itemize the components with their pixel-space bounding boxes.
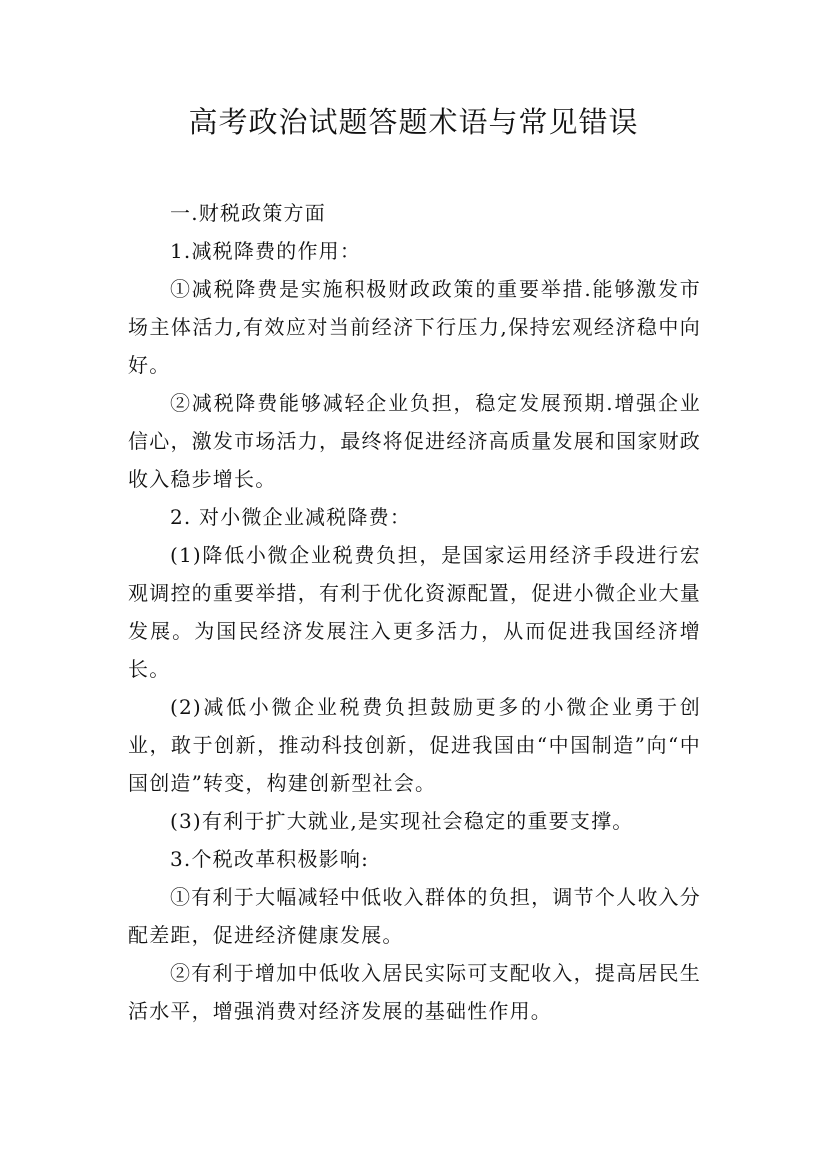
document-body: [128, 194, 701, 1030]
subsection-heading: 3.个税改革积极影响:: [170, 847, 370, 871]
subsection-heading: 2. 对小微企业减税降费：: [170, 505, 412, 529]
paragraph: (3)有利于扩大就业,是实现社会稳定的重要支撑。: [170, 809, 634, 833]
paragraph: ①减税降费是实施积极财政政策的重要举措.能够激发市场主体活力,有效应对当前经济下行压力,保持宏观经济稳中向好。: [128, 277, 701, 377]
subsection-heading: 1.减税降费的作用：: [170, 239, 362, 263]
section-heading: 一.财税政策方面: [170, 201, 326, 225]
paragraph: ②有利于增加中低收入居民实际可支配收入，提高居民生活水平，增强消费对经济发展的基础性作用。: [128, 961, 701, 1023]
paragraph: ①有利于大幅减轻中低收入群体的负担，调节个人收入分配差距，促进经济健康发展。: [128, 885, 701, 947]
paragraph: (1)降低小微企业税费负担，是国家运用经济手段进行宏观调控的重要举措，有利于优化资源配置，促进小微企业大量发展。为国民经济发展注入更多活力，从而促进我国经济增长。: [128, 543, 701, 681]
paragraph: (2)减低小微企业税费负担鼓励更多的小微企业勇于创业，敢于创新，推动科技创新，促进我国由“中国制造”向“中国创造”转变，构建创新型社会。: [128, 695, 701, 795]
document-title: 高考政治试题答题术语与常见错误: [188, 105, 639, 139]
paragraph: ②减税降费能够减轻企业负担，稳定发展预期.增强企业信心，激发市场活力，最终将促进经济高质量发展和国家财政收入稳步增长。: [128, 391, 701, 491]
